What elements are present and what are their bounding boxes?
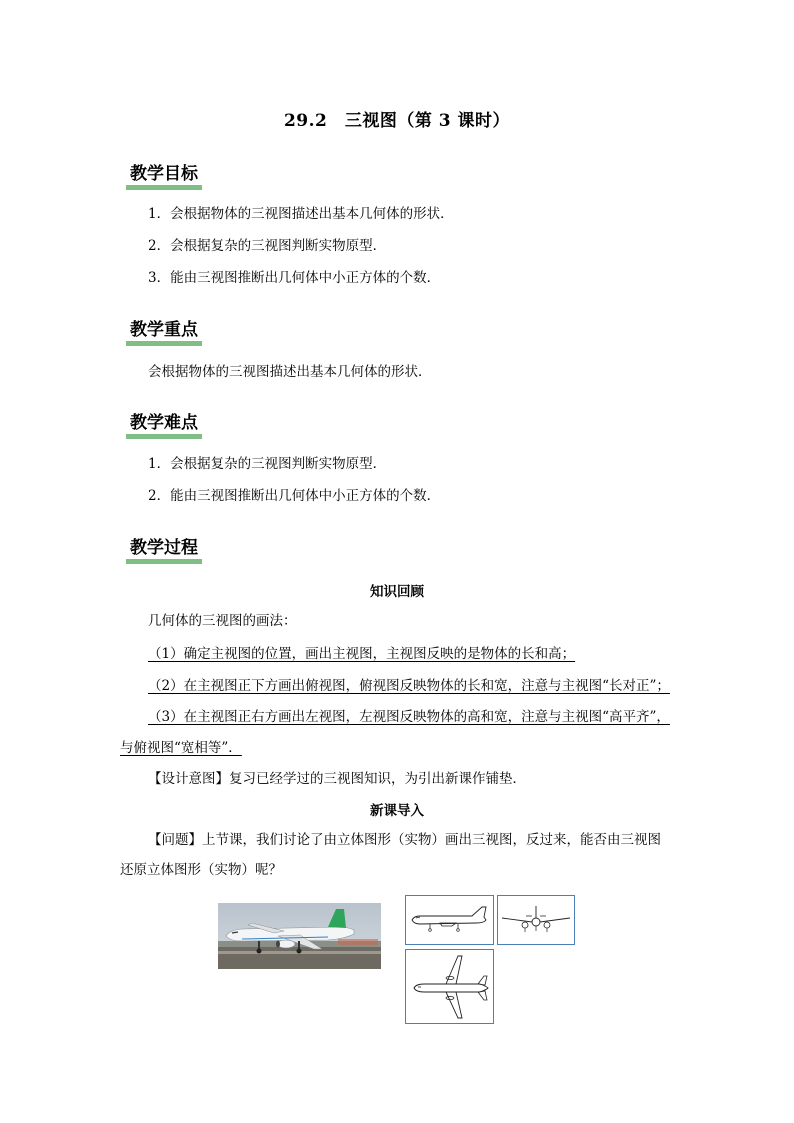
page-title: 29.2 三视图（第 3 课时）	[283, 111, 511, 131]
key-point-text: 会根据物体的三视图描述出基本几何体的形状．	[148, 364, 432, 380]
review-intro: 几何体的三视图的画法：	[148, 613, 297, 629]
question-line-1: 【问题】上节课，我们讨论了由立体图形（实物）画出三视图，反过来，能否由三视图	[148, 832, 661, 848]
front-view-box	[405, 895, 494, 945]
question-line-2: 还原立体图形（实物）呢？	[120, 862, 282, 878]
objective-item-3: 3．能由三视图推断出几何体中小正方体的个数．	[148, 270, 441, 286]
section-heading-process: 教学过程	[126, 536, 202, 562]
section-heading-difficulties: 教学难点	[126, 411, 202, 437]
airplane-photo	[218, 903, 381, 969]
question-label: 【问题】	[148, 832, 202, 848]
review-step-2: （2）在主视图正下方画出俯视图，俯视图反映物体的长和宽，注意与主视图“长对正”；	[148, 678, 670, 694]
front-view-icon	[406, 896, 493, 944]
review-step-1: （1）确定主视图的位置，画出主视图，主视图反映的是物体的长和高；	[148, 646, 576, 662]
review-subtitle: 知识回顾	[370, 584, 424, 600]
top-view-icon	[406, 950, 493, 1023]
top-view-box	[405, 949, 494, 1024]
objective-item-2: 2．会根据复杂的三视图判断实物原型．	[148, 238, 387, 254]
intro-subtitle: 新课导入	[370, 803, 424, 819]
design-intent-text: 复习已经学过的三视图知识，为引出新课作铺垫．	[229, 771, 526, 787]
side-view-icon	[498, 896, 574, 944]
design-intent	[148, 769, 526, 789]
design-intent-label: 【设计意图】	[148, 771, 229, 787]
review-step-3: （3）在主视图正右方画出左视图，左视图反映物体的高和宽，注意与主视图“高平齐”，	[148, 709, 670, 725]
section-heading-key-points: 教学重点	[126, 318, 202, 344]
review-step-3-cont: 与俯视图“宽相等”．	[120, 740, 242, 756]
difficulty-item-2: 2．能由三视图推断出几何体中小正方体的个数．	[148, 488, 441, 504]
objective-item-1: 1．会根据物体的三视图描述出基本几何体的形状．	[148, 206, 454, 222]
side-view-box	[497, 895, 575, 945]
difficulty-item-1: 1．会根据复杂的三视图判断实物原型．	[148, 456, 387, 472]
section-heading-objectives: 教学目标	[126, 162, 202, 188]
